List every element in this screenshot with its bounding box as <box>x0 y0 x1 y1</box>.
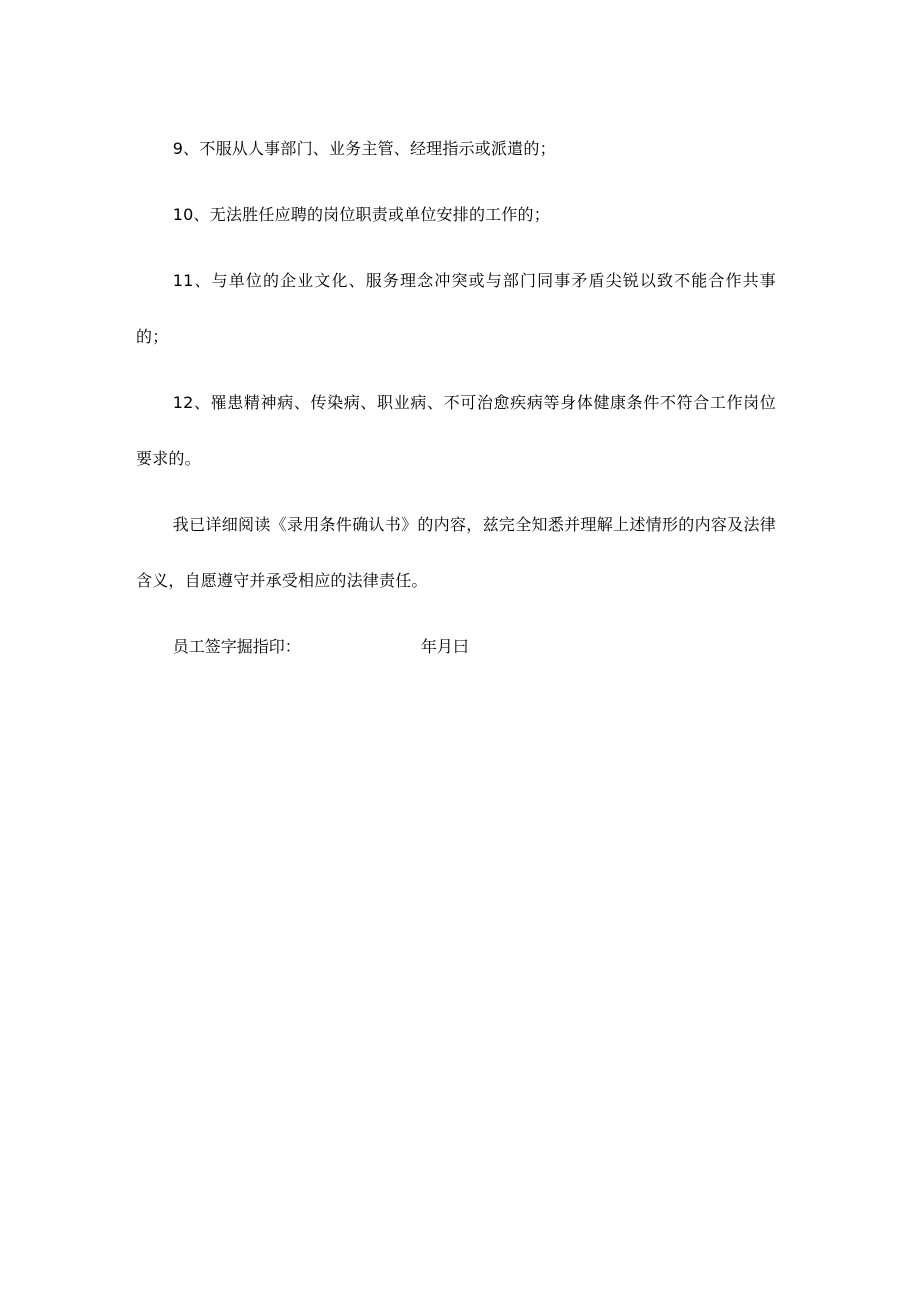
document-body <box>136 121 776 675</box>
signature-line <box>136 619 776 675</box>
condition-item-10: 10、无法胜任应聘的岗位职责或单位安排的工作的； <box>172 205 550 224</box>
condition-item-12: 12、罹患精神病、传染病、职业病、不可治愈疾病等身体健康条件不符合工作岗位要求的。 <box>136 393 776 468</box>
condition-item-9: 9、不服从人事部门、业务主管、经理指示或派遣的； <box>172 139 556 158</box>
declaration-paragraph: 我已详细阅读《录用条件确认书》的内容，兹完全知悉并理解上述情形的内容及法律含义，自愿遵守并承受相应的法律责任。 <box>136 515 776 590</box>
condition-item-11: 11、与单位的企业文化、服务理念冲突或与部门同事矛盾尖锐以致不能合作共事的； <box>136 271 776 346</box>
signature-label: 员工签字掘指印： <box>172 637 301 656</box>
date-label: 年月曰 <box>420 637 469 656</box>
